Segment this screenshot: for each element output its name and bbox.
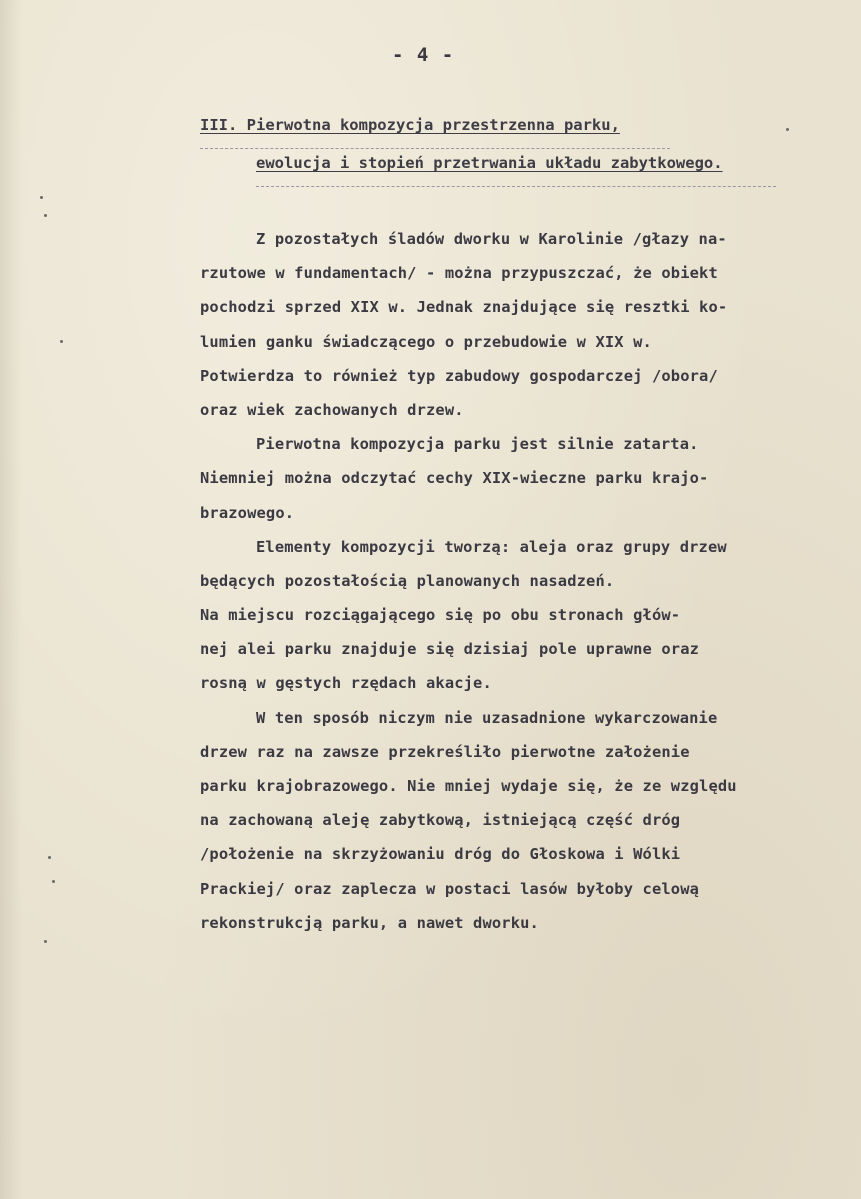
- text-line: rekonstrukcją parku, a nawet dworku.: [200, 913, 539, 932]
- body-text: [200, 222, 820, 940]
- margin-speck: [40, 196, 43, 199]
- margin-speck: [44, 940, 47, 943]
- section-heading-line-1: III. Pierwotna kompozycja przestrzenna parku,: [200, 116, 620, 134]
- text-line: Potwierdza to również typ zabudowy gospodarczej /obora/: [200, 366, 718, 385]
- text-line: na zachowaną aleję zabytkową, istniejącą część dróg: [200, 811, 681, 830]
- text-line: Niemniej można odczytać cechy XIX-wieczne parku krajo-: [200, 469, 709, 488]
- page-number: - 4 -: [392, 44, 455, 66]
- section-heading-line-2: ewolucja i stopień przetrwania układu zabytkowego.: [256, 154, 723, 172]
- text-line: Elementy kompozycji tworzą: aleja oraz grupy drzew: [256, 537, 727, 556]
- margin-speck: [60, 340, 63, 343]
- heading-dashed-rule: [200, 148, 670, 149]
- page-edge-shadow: [0, 0, 22, 1199]
- text-line: Prackiej/ oraz zaplecza w postaci lasów byłoby celową: [200, 879, 700, 898]
- text-line: oraz wiek zachowanych drzew.: [200, 400, 464, 419]
- text-line: rzutowe w fundamentach/ - można przypuszczać, że obiekt: [200, 264, 718, 283]
- text-line: pochodzi sprzed XIX w. Jednak znajdujące się resztki ko-: [200, 298, 728, 317]
- margin-speck: [52, 880, 55, 883]
- text-line: W ten sposób niczym nie uzasadnione wykarczowanie: [256, 708, 718, 727]
- text-line: lumien ganku świadczącego o przebudowie w XIX w.: [200, 332, 652, 351]
- text-line: Pierwotna kompozycja parku jest silnie zatarta.: [256, 435, 699, 454]
- text-line: parku krajobrazowego. Nie mniej wydaje się, że ze względu: [200, 777, 737, 795]
- margin-speck: [44, 214, 47, 217]
- margin-speck: [786, 128, 789, 131]
- text-line: będących pozostałością planowanych nasadzeń.: [200, 571, 615, 590]
- text-line: /położenie na skrzyżowaniu dróg do Głoskowa i Wólki: [200, 845, 681, 864]
- heading-dashed-rule: [256, 186, 776, 187]
- margin-speck: [48, 856, 51, 859]
- text-line: brazowego.: [200, 503, 295, 522]
- text-line: rosną w gęstych rzędach akacje.: [200, 674, 492, 693]
- text-line: drzew raz na zawsze przekreśliło pierwotne założenie: [200, 742, 690, 761]
- text-line: nej alei parku znajduje się dzisiaj pole uprawne oraz: [200, 640, 700, 659]
- text-line: Na miejscu rozciągającego się po obu stronach głów-: [200, 606, 681, 625]
- text-line: Z pozostałych śladów dworku w Karolinie /głazy na-: [256, 230, 727, 248]
